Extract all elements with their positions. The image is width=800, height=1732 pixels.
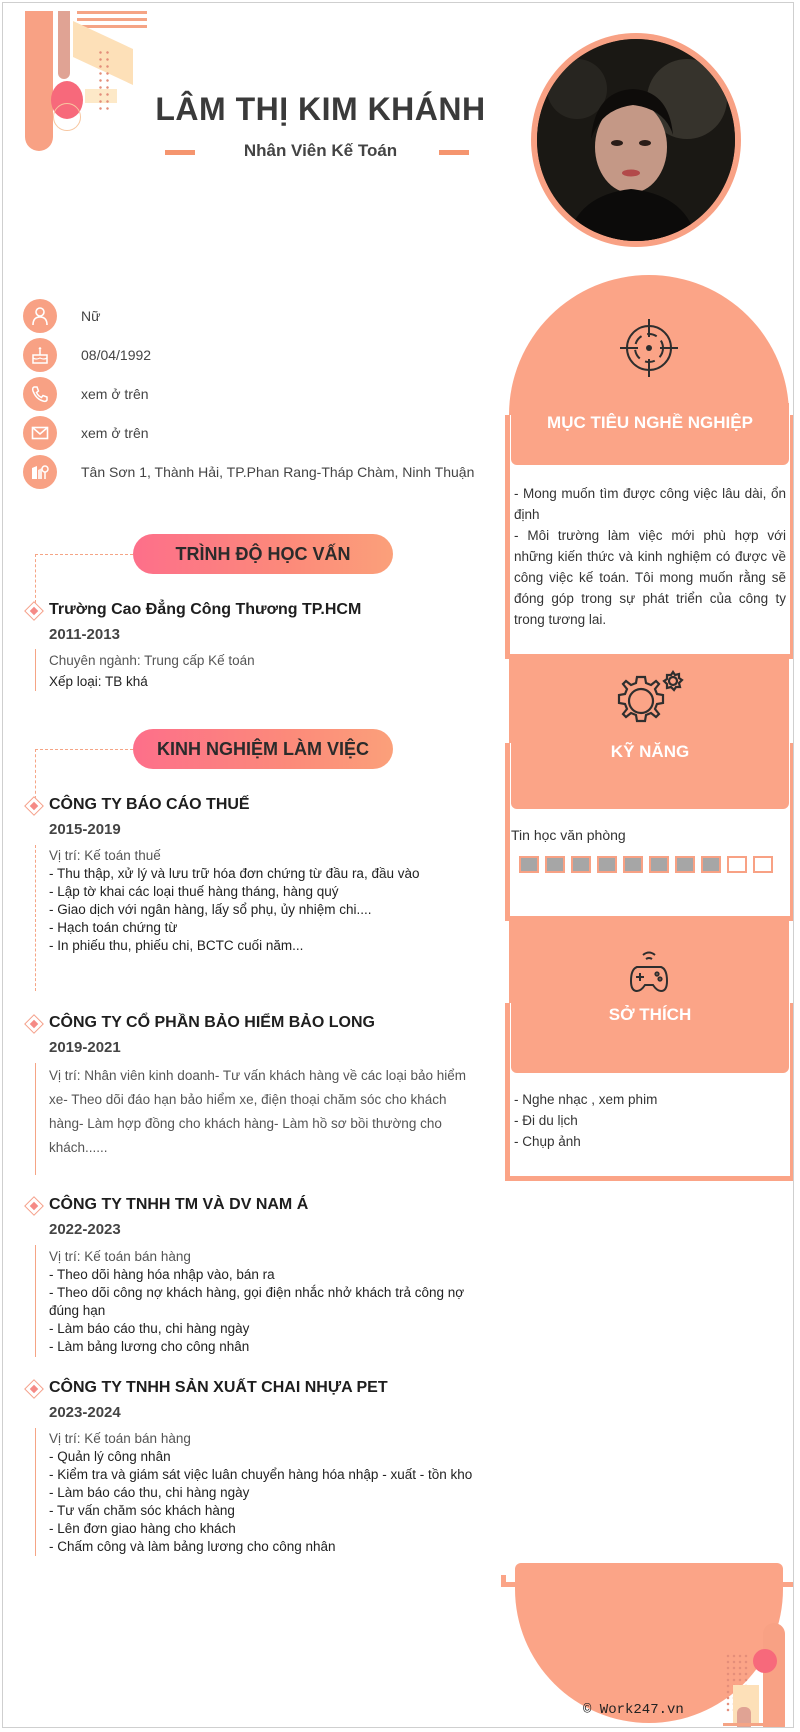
job-2-years: 2019-2021 [49, 1039, 121, 1056]
skill-level-box [519, 856, 539, 873]
hobby-item: - Nghe nhạc , xem phim [514, 1092, 658, 1107]
job-1-line: - In phiếu thu, phiếu chi, BCTC cuối năm... [49, 938, 304, 953]
job-3-line: - Theo dõi hàng hóa nhập vào, bán ra [49, 1267, 275, 1282]
skill-level-box [727, 856, 747, 873]
role-dash-left [165, 150, 195, 155]
job-3-line: - Làm bảng lương cho công nhân [49, 1339, 250, 1354]
job-1-position: Vị trí: Kế toán thuế [49, 848, 161, 863]
cv-page [2, 2, 794, 1728]
exp-connector-h [35, 749, 133, 750]
job-2-marker [24, 1014, 44, 1034]
edu-major: Chuyên ngành: Trung cấp Kế toán [49, 653, 255, 668]
job-2-position: Vị trí: Nhân viên kinh doanh- Tư vấn khách hàng về các loại bảo hiểm xe- Theo dõi đáo hạn bảo hiểm xe, điện thoại chăm sóc cho khách hàng- Làm hợp đồng cho khách hàng- Làm hồ sơ bồi thường cho khách...... [49, 1068, 467, 1155]
gear-icon [613, 667, 685, 736]
skills-heading: KỸ NĂNG [610, 742, 690, 761]
info-address [23, 455, 474, 489]
skill-name: Tin học văn phòng [511, 827, 626, 843]
job-4-line: - Quản lý công nhân [49, 1449, 171, 1464]
job-1-line: - Giao dịch với ngân hàng, lấy sổ phụ, ủy nhiệm chi.... [49, 902, 372, 917]
info-email-text: xem ở trên [81, 425, 149, 441]
person-icon [23, 299, 57, 333]
job-4-line: - Lên đơn giao hàng cho khách [49, 1521, 236, 1536]
candidate-name: LÂM THỊ KIM KHÁNH [155, 91, 486, 127]
job-3-vline [35, 1245, 36, 1357]
job-3-line: - Làm báo cáo thu, chi hàng ngày [49, 1321, 250, 1336]
skill-level-box [675, 856, 695, 873]
skill-level-box [571, 856, 591, 873]
edu-marker [24, 601, 44, 621]
decor-bottom-right [723, 1623, 794, 1728]
hobbies-heading: SỞ THÍCH [608, 1005, 692, 1024]
education-heading: TRÌNH ĐỘ HỌC VẤN [133, 534, 393, 574]
job-4-line: - Kiểm tra và giám sát việc luân chuyển hàng hóa nhập - xuất - tồn kho [49, 1467, 473, 1482]
edu-connector-h [35, 554, 133, 555]
job-1-body [49, 847, 489, 955]
job-1-years: 2015-2019 [49, 821, 121, 838]
info-birthday-text: 08/04/1992 [81, 347, 152, 363]
skill-level-box [649, 856, 669, 873]
info-email [23, 416, 149, 450]
map-icon [23, 455, 57, 489]
role-dash-right [439, 150, 469, 155]
job-2-body [49, 1064, 481, 1160]
edu-school: Trường Cao Đẳng Công Thương TP.HCM [49, 601, 362, 618]
skill-level-box [597, 856, 617, 873]
gamepad-icon [629, 949, 669, 998]
job-4-line: - Làm báo cáo thu, chi hàng ngày [49, 1485, 250, 1500]
job-3-years: 2022-2023 [49, 1221, 121, 1238]
edu-years: 2011-2013 [49, 626, 120, 643]
edu-connector-v [35, 554, 36, 603]
info-birthday [23, 338, 151, 372]
skill-level-box [623, 856, 643, 873]
job-4-line: - Tư vấn chăm sóc khách hàng [49, 1503, 235, 1518]
hobbies-list [514, 1089, 786, 1152]
job-2-vline [35, 1063, 36, 1175]
cake-icon [23, 338, 57, 372]
job-3-body [49, 1248, 489, 1356]
job-1-vline [35, 845, 36, 991]
job-4-company: CÔNG TY TNHH SẢN XUẤT CHAI NHỰA PET [49, 1379, 388, 1396]
skill-level-box [753, 856, 773, 873]
job-2-company: CÔNG TY CỔ PHẦN BẢO HIỂM BẢO LONG [49, 1014, 375, 1031]
job-4-position: Vị trí: Kế toán bán hàng [49, 1431, 191, 1446]
job-3-marker [24, 1196, 44, 1216]
job-4-vline [35, 1428, 36, 1556]
target-icon [616, 315, 682, 386]
phone-icon [23, 377, 57, 411]
job-4-line: - Chấm công và làm bảng lương cho công nhân [49, 1539, 336, 1554]
edu-vline [35, 649, 36, 691]
info-phone [23, 377, 149, 411]
exp-connector-v [35, 749, 36, 799]
job-4-years: 2023-2024 [49, 1404, 121, 1421]
info-address-text: Tân Sơn 1, Thành Hải, TP.Phan Rang-Tháp Chàm, Ninh Thuận [81, 464, 475, 480]
job-1-company: CÔNG TY BÁO CÁO THUẾ [49, 796, 250, 813]
objective-heading: MỤC TIÊU NGHỀ NGHIỆP [547, 413, 753, 432]
job-1-marker [24, 796, 44, 816]
hobby-item: - Đi du lịch [514, 1113, 578, 1128]
decor-top-left [3, 3, 153, 153]
edu-grade: Xếp loại: TB khá [49, 674, 148, 689]
info-gender-text: Nữ [81, 308, 101, 324]
skill-level-box [701, 856, 721, 873]
candidate-role: Nhân Viên Kế Toán [243, 141, 398, 160]
footer-credit: © Work247.vn [583, 1702, 684, 1718]
mail-icon [23, 416, 57, 450]
job-4-marker [24, 1379, 44, 1399]
job-3-company: CÔNG TY TNHH TM VÀ DV NAM Á [49, 1196, 309, 1213]
job-1-line: - Lập tờ khai các loại thuế hàng tháng, hàng quý [49, 884, 339, 899]
hobby-item: - Chụp ảnh [514, 1134, 581, 1149]
job-1-line: - Thu thập, xử lý và lưu trữ hóa đơn chứng từ đầu ra, đầu vào [49, 866, 420, 881]
info-phone-text: xem ở trên [81, 386, 149, 402]
skill-level-box [545, 856, 565, 873]
info-gender [23, 299, 100, 333]
objective-text: - Mong muốn tìm được công việc lâu dài, ổn định - Môi trường làm việc mới phù hợp với những kiến thức và kinh nghiệm có được về công việc kế toán. Tôi mong muốn rằng sẽ đóng góp trong sự phát triển của công ty trong tương lai. [514, 486, 786, 627]
profile-photo [537, 39, 735, 241]
job-3-position: Vị trí: Kế toán bán hàng [49, 1249, 191, 1264]
experience-heading: KINH NGHIỆM LÀM VIỆC [133, 729, 393, 769]
job-3-line: - Theo dõi công nợ khách hàng, gọi điện nhắc nhở khách trả công nợ đúng hạn [49, 1285, 465, 1318]
job-1-line: - Hạch toán chứng từ [49, 920, 178, 935]
edu-body [49, 652, 489, 691]
job-4-body [49, 1430, 489, 1556]
